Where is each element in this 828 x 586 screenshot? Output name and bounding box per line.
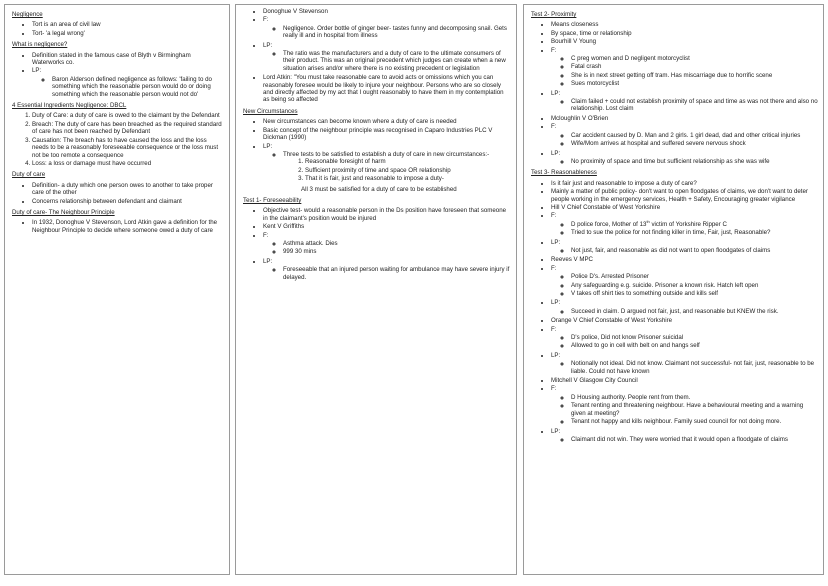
test3-list: [529, 180, 818, 444]
list-item: [551, 90, 818, 113]
list-item: • Definition- a duty which one person owes to another to take proper care of the other: [32, 182, 224, 197]
list-item: ◦ Claim failed + could not establish proximity of space and time as was not there and also no relationship. Lost claim: [571, 98, 818, 113]
list-item: • By space, time or relationship: [551, 30, 818, 37]
list-item: [263, 42, 511, 73]
list-item: • Mainly a matter of public policy- don't want to open floodgates of claims, we don't want to deter people working in the emergency services, Health + Safety, Encouraging greater vigilance: [551, 188, 818, 203]
list-item: • Means closeness: [551, 21, 818, 28]
list-item: ◦ Wife/Mom arrives at hospital and suffered severe nervous shock: [571, 140, 818, 147]
list-item: 2. Sufficient proximity of time and space OR relationship: [305, 167, 511, 174]
heading-duty-of-care: Duty of care: [12, 171, 46, 179]
case-name: • Bourhill V Young: [551, 38, 818, 45]
list-item: ◦ Foreseeable that an injured person waiting for ambulance may have severe injury if delayed.: [283, 266, 511, 281]
list-item: • Lord Atkin: "You must take reasonable care to avoid acts or omissions which you can reasonably foresee would be likely to injure your neighbour. Persons who are so closely and directly affected by my act that I ought reasonably to have them in my contemplation as being so affected: [263, 74, 511, 104]
lp-label: LP:: [263, 142, 273, 150]
list-item: • Is it fair just and reasonable to impose a duty of care?: [551, 180, 818, 187]
list-item: [551, 265, 818, 298]
ordinal-suffix: th: [646, 218, 650, 224]
tests-note: All 3 must be satisfied for a duty of care to be established: [301, 185, 457, 193]
heading-test3: Test 3- Reasonableness: [531, 169, 597, 177]
list-item: ◦ Tried to sue the police for not finding killer in time, Fair, just, Reasonable?: [571, 229, 818, 236]
lp-label: LP:: [263, 41, 273, 49]
lp-label: LP:: [551, 351, 561, 359]
lp-label: LP:: [551, 299, 561, 307]
list-item-text: D police force, Mother of 13: [571, 220, 647, 228]
list-item: [551, 326, 818, 350]
list-item-text: Three tests to be satisfied to establish a duty of care in new circumstances:-: [283, 150, 490, 158]
heading-dbcl: 4 Essential Ingredients Negligence: DBCL: [12, 102, 127, 110]
test2-list: [529, 21, 818, 165]
list-item: ◦ Not just, fair, and reasonable as did not want to open floodgates of claims: [571, 247, 818, 254]
f-label: F:: [263, 231, 269, 239]
list-item: ◦ V takes off shirt ties to something outside and kills self: [571, 290, 818, 297]
case-name: • Orange V Chief Constable of West Yorkshire: [551, 317, 818, 324]
lp-label: LP:: [551, 149, 561, 157]
list-item: 4. Loss: a loss or damage must have occurred: [32, 160, 224, 167]
list-item: ◦ No proximity of space and time but sufficient relationship as she was wife: [571, 158, 818, 165]
list-item: [551, 150, 818, 166]
list-item: [283, 151, 511, 183]
list-item: [263, 16, 511, 39]
test1-list: [241, 207, 511, 281]
heading-what-is-negligence: What is negligence?: [12, 41, 68, 49]
list-item: ◦ She is in next street getting off tram. Has miscarriage due to horrific scene: [571, 72, 818, 79]
list-item: 3. Causation: The breach has to have caused the loss and the loss needs to be a reasonably foreseeable consequence or the loss must not be too remote a consequence: [32, 137, 224, 159]
list-item: • New circumstances can become known where a duty of care is needed: [263, 118, 511, 125]
list-item: ◦ C preg women and D negligent motorcyclist: [571, 55, 818, 62]
list-item: [551, 47, 818, 88]
lp-label: LP:: [263, 257, 273, 265]
list-item: 1. Duty of Care: a duty of care is owed to the claimant by the Defendant: [32, 112, 224, 119]
lp-label: LP:: [551, 427, 561, 435]
list-item: ◦ Car accident caused by D. Man and 2 girls. 1 girl dead, dad and other critical injuries: [571, 132, 818, 139]
list-item: [551, 428, 818, 444]
list-item: ◦ Notionally not ideal. Did not know. Claimant not successful- not fair, just, reasonable to be liable. Could not have known: [571, 360, 818, 375]
list-item: ◦ Asthma attack. Dies: [283, 240, 511, 247]
list-item: ◦ The ratio was the manufacturers and a duty of care to the ultimate consumers of their product. This was an original precedent which judges can create when a new situation arises and/or where there is no existing precedent or legislation: [283, 50, 511, 72]
list-item: • Basic concept of the neighbour principle was recognised in Caparo Industries PLC V Dickman (1990): [263, 127, 511, 142]
list-item: [263, 143, 511, 183]
list-item-text: victim of Yorkshire Ripper C: [649, 220, 727, 228]
list-item: ◦ Fatal crash: [571, 63, 818, 70]
list-item: 3. That it is fair, just and reasonable to impose a duty-: [305, 175, 511, 182]
list-item: • In 1932, Donoghue V Stevenson, Lord Atkin gave a definition for the Neighbour Principle to decide where someone owed a duty of care: [32, 219, 224, 234]
f-label: F:: [551, 46, 557, 54]
list-item: ◦ Police D's. Arrested Prisoner: [571, 273, 818, 280]
f-label: F:: [551, 325, 557, 333]
notes-column-1: [4, 4, 230, 575]
list-item: [551, 239, 818, 255]
case-name: • Reeves V MPC: [551, 256, 818, 263]
list-item: ◦ D's police, Did not know Prisoner suicidal: [571, 334, 818, 341]
list-item: [263, 232, 511, 256]
heading-new-circumstances: New Circumstances: [243, 107, 298, 115]
new-circumstances-list: [241, 118, 511, 182]
three-tests-list: [283, 158, 511, 182]
lp-label: LP:: [551, 89, 561, 97]
list-item: ◦ Tenant not happy and kills neighbour. Family sued council for not doing more.: [571, 418, 818, 425]
list-item: ◦ Any safeguarding e.g. suicide. Prisoner a known risk. Hatch left open: [571, 282, 818, 289]
f-label: F:: [551, 264, 557, 272]
heading-negligence: Negligence: [12, 11, 43, 18]
list-item: [571, 218, 818, 228]
list-item: ◦ D Housing authority. People rent from them.: [571, 394, 818, 401]
heading-test2: Test 2- Proximity: [531, 11, 577, 18]
list-item: [551, 385, 818, 425]
list-item: 1. Reasonable foresight of harm: [305, 158, 511, 165]
list-item: ◦ Sues motorcyclist: [571, 80, 818, 87]
list-item: ◦ Allowed to go in cell with belt on and hangs self: [571, 342, 818, 349]
neighbour-list: [10, 219, 224, 234]
list-item: • Concerns relationship between defendant and claimant: [32, 198, 224, 205]
notes-column-2: [235, 4, 517, 575]
list-item: • Tort is an area of civil law: [32, 21, 224, 28]
list-item: ◦ Claimant did not win. They were worried that it would open a floodgate of claims: [571, 436, 818, 443]
list-item: • Definition stated in the famous case of Blyth v Birmingham Waterworks co.: [32, 52, 224, 67]
list-item: [551, 352, 818, 375]
case-name: • Donoghue V Stevenson: [263, 8, 511, 15]
dbcl-list: [10, 112, 224, 167]
heading-test1: Test 1- Foreseeability: [243, 196, 302, 204]
list-item: 2. Breach: The duty of care has been breached as the required standard of care has not been reached by Defendant: [32, 121, 224, 136]
list-item: • Tort- 'a legal wrong': [32, 30, 224, 37]
list-item: ◦ Succeed in claim. D argued not fair, just, and reasonable but KNEW the risk.: [571, 308, 818, 315]
duty-list: [10, 182, 224, 205]
f-label: F:: [551, 385, 557, 393]
f-label: F:: [263, 16, 269, 24]
what-list: [10, 52, 224, 98]
f-label: F:: [551, 123, 557, 131]
list-item: ◦ Baron Alderson defined negligence as follows: 'failing to do something which the reasonable person would do or doing something which the reasonable person would not do': [52, 76, 224, 98]
list-item: ◦ Tenant renting and threatening neighbour. Have a behavioural meeting and a warning given at meeting?: [571, 402, 818, 417]
donoghue-list: [241, 8, 511, 104]
case-name: • Hill V Chief Constable of West Yorkshire: [551, 204, 818, 211]
f-label: F:: [551, 212, 557, 220]
case-name: • Kent V Griffiths: [263, 223, 511, 230]
list-item: [263, 258, 511, 281]
list-item: [551, 123, 818, 147]
list-item: [32, 67, 224, 98]
case-name: • Mitchell V Glasgow City Council: [551, 377, 818, 384]
list-item: [551, 299, 818, 315]
list-item: ◦ 999 30 mins: [283, 248, 511, 255]
case-name: • Mcloughlin V O'Brien: [551, 115, 818, 122]
notes-column-3: [523, 4, 824, 575]
list-item: • Objective test- would a reasonable person in the Ds position have foreseen that someone in the claimant's position would be injured: [263, 207, 511, 222]
lp-label: LP:: [32, 67, 42, 75]
list-item: [551, 212, 818, 236]
tort-list: [10, 21, 224, 37]
lp-label: LP:: [551, 238, 561, 246]
list-item: ◦ Negligence. Order bottle of ginger beer- tastes funny and decomposing snail. Gets really ill and in hospital from illness: [283, 25, 511, 40]
heading-neighbour-principle: Duty of care- The Neighbour Principle: [12, 208, 115, 216]
